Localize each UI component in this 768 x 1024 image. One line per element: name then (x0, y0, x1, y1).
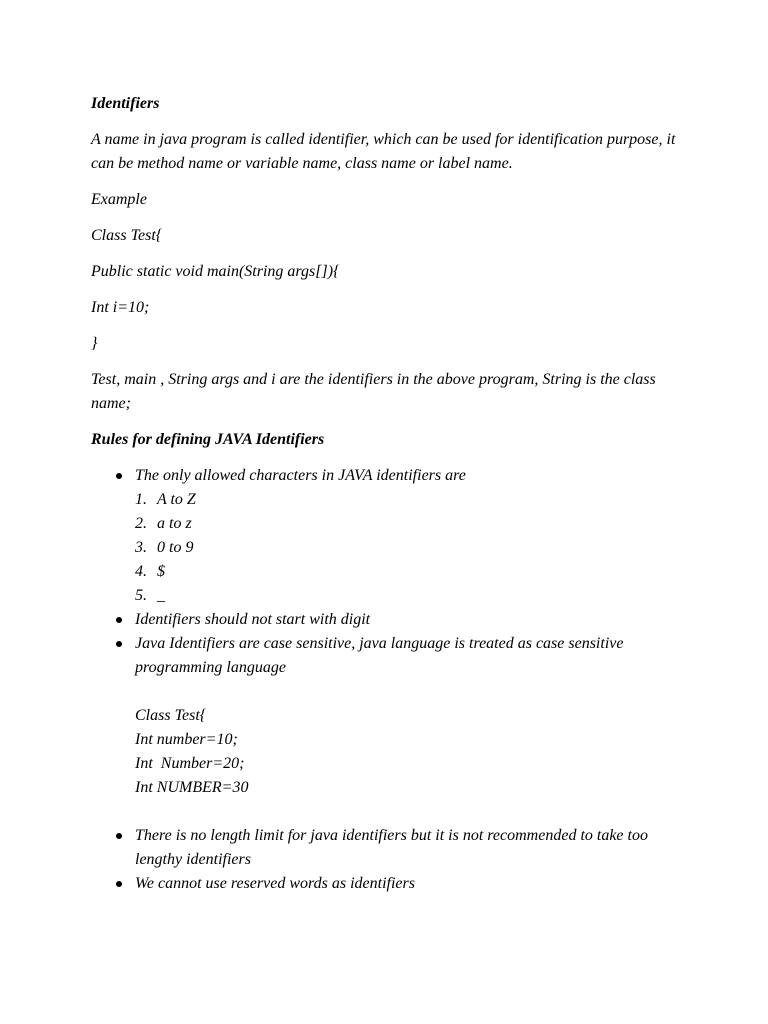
rule-text: Identifiers should not start with digit (135, 611, 371, 628)
code-line: Class Test{ (135, 707, 207, 724)
rule-item (91, 872, 691, 896)
allowed-chars-list (135, 488, 691, 608)
example-code-line: Class Test{ (91, 227, 163, 244)
allowed-char-text: $ (157, 563, 165, 580)
list-number: 3. (135, 539, 147, 556)
rule-text: We cannot use reserved words as identifiers (135, 875, 415, 892)
list-number: 4. (135, 563, 147, 580)
example-code-line: Public static void main(String args[]){ (91, 263, 340, 280)
allowed-char-text: A to Z (157, 491, 196, 508)
bullet-icon (116, 617, 122, 623)
rule-item (91, 632, 691, 800)
allowed-char-item (135, 584, 691, 608)
intro-paragraph: A name in java program is called identifier, which can be used for identification purpose, it can be method name or variable name, class name or label name. (91, 131, 676, 172)
code-line: Int NUMBER=30 (135, 779, 249, 796)
allowed-char-text: _ (157, 587, 165, 604)
allowed-char-text: a to z (157, 515, 192, 532)
rules-heading: Rules for defining JAVA Identifiers (91, 431, 325, 448)
bullet-icon (116, 641, 122, 647)
allowed-char-item (135, 560, 691, 584)
rule-text: The only allowed characters in JAVA identifiers are (135, 467, 466, 484)
rule-item (91, 608, 691, 632)
allowed-char-item (135, 512, 691, 536)
allowed-char-text: 0 to 9 (157, 539, 194, 556)
example-label: Example (91, 191, 147, 208)
list-number: 5. (135, 587, 147, 604)
case-code-block (135, 704, 691, 800)
rule-item (91, 824, 691, 872)
rule-text: There is no length limit for java identifiers but it is not recommended to take too lengthy identifiers (135, 827, 648, 868)
document-title: Identifiers (91, 95, 160, 112)
rule-item (91, 464, 691, 608)
rules-list (91, 464, 691, 896)
bullet-icon (116, 881, 122, 887)
example-code-line: Int i=10; (91, 299, 150, 316)
bullet-icon (116, 833, 122, 839)
list-number: 1. (135, 491, 147, 508)
example-code-line: } (91, 335, 98, 352)
allowed-char-item (135, 536, 691, 560)
list-number: 2. (135, 515, 147, 532)
rule-text: Java Identifiers are case sensitive, java language is treated as case sensitive programming language (135, 635, 624, 676)
allowed-char-item (135, 488, 691, 512)
explanation-paragraph: Test, main , String args and i are the identifiers in the above program, String is the class name; (91, 371, 656, 412)
bullet-icon (116, 473, 122, 479)
document-page (91, 92, 691, 896)
code-line: Int number=10; (135, 731, 238, 748)
code-line: Int Number=20; (135, 755, 245, 772)
